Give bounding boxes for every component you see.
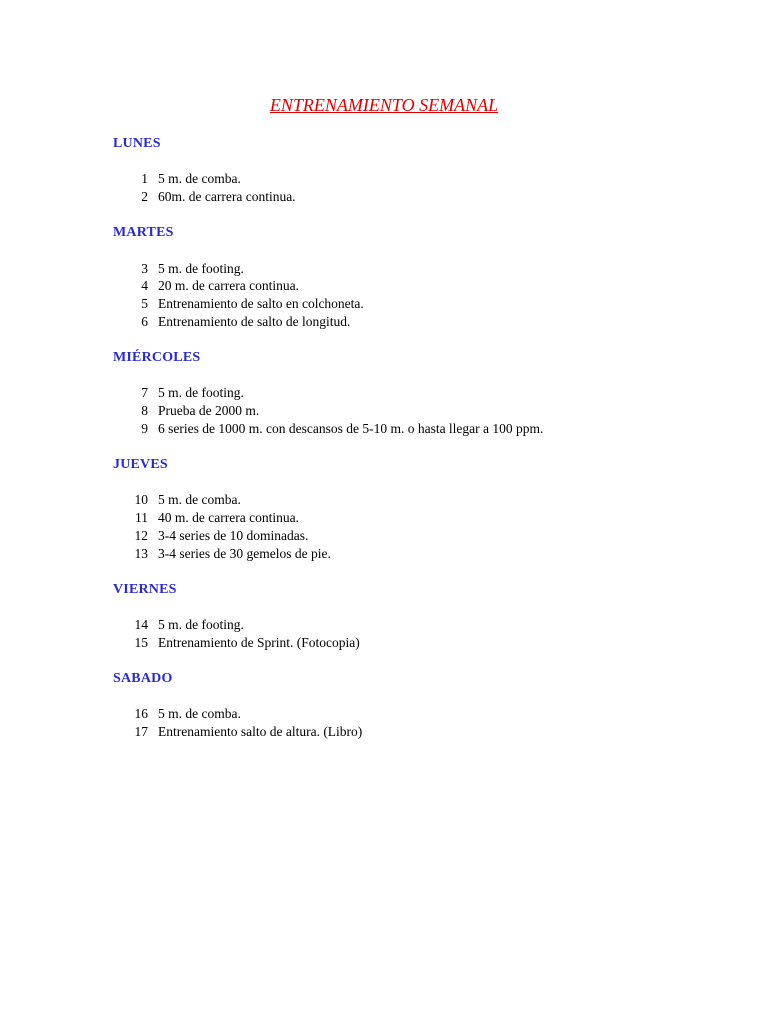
list-item [0,277,768,295]
item-text: Entrenamiento salto de altura. (Libro) [158,724,363,739]
item-text: 5 m. de comba. [158,171,241,186]
day-heading-miercoles: MIÉRCOLES [113,350,201,365]
list-item [0,545,768,563]
list-item [0,313,768,331]
item-text: 6 series de 1000 m. con descansos de 5-10 m. o hasta llegar a 100 ppm. [158,421,544,436]
item-text: 5 m. de footing. [158,617,244,632]
list-item [0,509,768,527]
item-number: 12 [134,528,148,543]
list-item [0,616,768,634]
item-text: Prueba de 2000 m. [158,403,260,418]
day-heading-jueves: JUEVES [113,457,168,472]
day-heading-sabado: SABADO [113,671,173,686]
item-text: 5 m. de footing. [158,385,244,400]
item-number: 9 [141,421,148,436]
item-number: 15 [134,635,148,650]
item-number: 1 [141,171,148,186]
day-heading-lunes: LUNES [113,136,161,151]
item-text: Entrenamiento de Sprint. (Fotocopia) [158,635,360,650]
item-number: 5 [141,296,148,311]
list-item [0,402,768,420]
item-number: 14 [134,617,148,632]
item-text: 3-4 series de 10 dominadas. [158,528,309,543]
item-number: 16 [134,706,148,721]
list-item [0,188,768,206]
list-item [0,384,768,402]
item-number: 7 [141,385,148,400]
item-text: 20 m. de carrera continua. [158,278,299,293]
item-number: 8 [141,403,148,418]
item-number: 10 [134,492,148,507]
item-number: 6 [141,314,148,329]
item-text: Entrenamiento de salto de longitud. [158,314,351,329]
item-text: 60m. de carrera continua. [158,189,296,204]
item-number: 3 [141,261,148,276]
item-number: 2 [141,189,148,204]
item-number: 17 [134,724,148,739]
list-item [0,491,768,509]
item-text: 5 m. de comba. [158,706,241,721]
item-number: 11 [135,510,148,525]
list-item [0,260,768,278]
item-number: 13 [134,546,148,561]
list-item [0,634,768,652]
list-item [0,170,768,188]
item-text: 5 m. de footing. [158,261,244,276]
list-item [0,420,768,438]
list-item [0,527,768,545]
document-title: ENTRENAMIENTO SEMANAL [269,95,499,115]
day-heading-martes: MARTES [113,225,174,240]
item-text: 40 m. de carrera continua. [158,510,299,525]
day-heading-viernes: VIERNES [113,582,177,597]
item-number: 4 [141,278,148,293]
item-text: 5 m. de comba. [158,492,241,507]
list-item [0,723,768,741]
item-text: Entrenamiento de salto en colchoneta. [158,296,364,311]
list-item [0,705,768,723]
list-item [0,295,768,313]
item-text: 3-4 series de 30 gemelos de pie. [158,546,331,561]
